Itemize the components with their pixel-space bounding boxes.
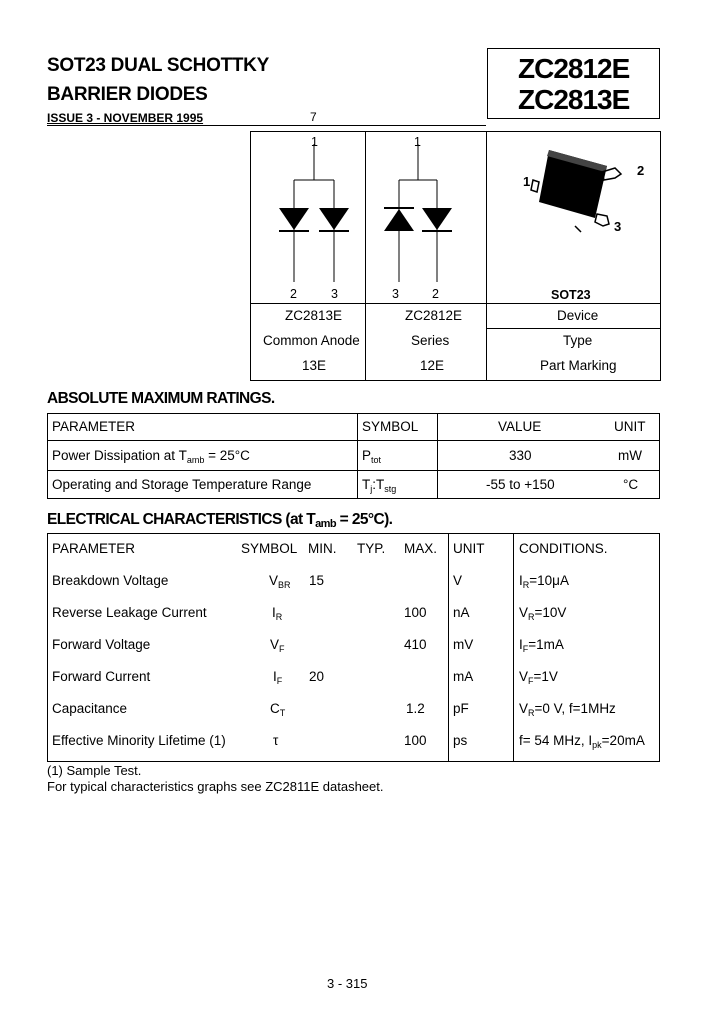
abs-header-symbol: SYMBOL [362, 419, 419, 434]
elec-vline-2 [513, 533, 514, 762]
sot23-pin-1: 1 [523, 174, 531, 189]
zc2812e-schematic [366, 132, 486, 302]
abs-row1-unit: mW [618, 448, 642, 463]
device-col3-row1: Device [557, 308, 599, 323]
elec-row2-unit: nA [453, 605, 470, 620]
elec-header-max: MAX. [404, 541, 438, 556]
abs-header-value: VALUE [498, 419, 542, 434]
issue-label: ISSUE 3 - NOVEMBER 1995 [47, 111, 204, 125]
part-number-box [487, 48, 660, 119]
elec-row6-symbol: τ [273, 733, 279, 748]
elec-row4-param: Forward Current [52, 669, 151, 684]
part-number-1: ZC2812E [518, 53, 630, 84]
page-number: 3 - 315 [327, 976, 368, 991]
zc2813e-pin-2: 2 [290, 287, 297, 301]
abs-header-parameter: PARAMETER [52, 419, 136, 434]
device-col1-row2: Common Anode [263, 333, 360, 348]
sot23-pin-2: 2 [637, 163, 645, 178]
elec-vline-1 [448, 533, 449, 762]
diode-b [319, 208, 349, 230]
elec-row6-unit: ps [453, 733, 468, 748]
sot23-package-icon [487, 132, 660, 302]
elec-heading: ELECTRICAL CHARACTERISTICS (at $T_{amb} = 25^\circ C$). [47, 511, 393, 530]
device-col2-row1: ZC2812E [405, 308, 463, 323]
abs-max-heading: ABSOLUTE MAXIMUM RATINGS. [47, 390, 275, 407]
part-number-2: ZC2813E [518, 84, 630, 115]
elec-header-typ: TYP. [357, 541, 386, 556]
zc2812e-pin-3: 3 [392, 287, 399, 301]
elec-row2-param: Reverse Leakage Current [52, 605, 207, 620]
elec-row4-unit: mA [453, 669, 474, 684]
elec-header-min: MIN. [308, 541, 337, 556]
elec-row6-cond: f= 54 MHz, $I_{pk}=20mA$ [519, 733, 645, 750]
device-col3-row3: Part Marking [540, 358, 617, 373]
elec-row2-symbol: $I_R$ [272, 605, 283, 622]
elec-row3-symbol: $V_F$ [270, 637, 285, 654]
abs-row2-unit: °C [623, 477, 639, 492]
abs-max-vline-2 [437, 413, 438, 499]
elec-row3-param: Forward Voltage [52, 637, 151, 652]
elec-row4-min: 20 [309, 669, 325, 684]
abs-header-unit: UNIT [614, 419, 646, 434]
elec-row1-min: 15 [309, 573, 325, 588]
elec-row3-cond: $I_F=1mA$ [519, 637, 564, 654]
issue-mark: 7 [310, 110, 317, 124]
elec-row5-symbol: $C_T$ [270, 701, 286, 718]
note-sample-test: (1) Sample Test. [47, 763, 142, 778]
elec-row2-max: 100 [404, 605, 427, 620]
abs-max-hline-2 [47, 470, 660, 471]
elec-row4-symbol: $I_F$ [273, 669, 283, 686]
diode-c [384, 209, 414, 231]
diode-d [422, 208, 452, 230]
elec-row4-cond: $V_F=1V$ [519, 669, 558, 686]
elec-row2-cond: $V_R=10V$ [519, 605, 567, 622]
note-typical-graphs: For typical characteristics graphs see ZC2811E datasheet. [47, 779, 384, 794]
abs-row1-symbol: $P_{tot}$ [362, 448, 382, 465]
elec-row1-symbol: $V_{BR}$ [269, 573, 291, 590]
title-line-2: BARRIER DIODES [47, 84, 208, 105]
elec-row6-max: 100 [404, 733, 427, 748]
device-col3-row2: Type [563, 333, 593, 348]
zc2813e-pin-1: 1 [311, 135, 318, 149]
elec-header-unit: UNIT [453, 541, 485, 556]
elec-row1-unit: V [453, 573, 463, 588]
elec-header-conditions: CONDITIONS. [519, 541, 608, 556]
diode-a [279, 208, 309, 230]
elec-row1-cond: $I_R=10\mu A$ [519, 573, 569, 590]
header-rule [47, 125, 486, 126]
device-col1-row1: ZC2813E [285, 308, 343, 323]
elec-row5-cond: $V_R=0$ V, f=1MHz [519, 701, 616, 718]
zc2812e-pin-1: 1 [414, 135, 421, 149]
zc2813e-schematic [251, 132, 365, 302]
abs-row2-symbol: $T_j:T_{stg}$ [362, 477, 397, 494]
elec-row3-max: 410 [404, 637, 427, 652]
elec-row5-max: 1.2 [406, 701, 425, 716]
device-col2-row3: 12E [420, 358, 445, 373]
elec-header-symbol: SYMBOL [241, 541, 298, 556]
elec-row6-param: Effective Minority Lifetime (1) [52, 733, 226, 748]
elec-header-parameter: PARAMETER [52, 541, 136, 556]
sot23-pin-3: 3 [614, 219, 622, 234]
elec-row5-param: Capacitance [52, 701, 128, 716]
abs-row2-param: Operating and Storage Temperature Range [52, 477, 312, 492]
device-col2-row2: Series [411, 333, 450, 348]
device-hline-1 [250, 303, 661, 304]
device-hline-2 [486, 328, 661, 329]
abs-row1-param: Power Dissipation at $T_{amb} = 25^\circ C$ [52, 448, 250, 465]
abs-max-vline-1 [357, 413, 358, 499]
package-label: SOT23 [551, 288, 591, 302]
zc2813e-pin-3: 3 [331, 287, 338, 301]
elec-row3-unit: mV [453, 637, 474, 652]
device-col1-row3: 13E [302, 358, 327, 373]
elec-row5-unit: pF [453, 701, 469, 716]
zc2812e-pin-2: 2 [432, 287, 439, 301]
title-line-1: SOT23 DUAL SCHOTTKY [47, 55, 269, 76]
abs-row1-value: 330 [509, 448, 532, 463]
elec-row1-param: Breakdown Voltage [52, 573, 169, 588]
abs-row2-value: -55 to +150 [486, 477, 555, 492]
abs-max-hline-1 [47, 440, 660, 441]
